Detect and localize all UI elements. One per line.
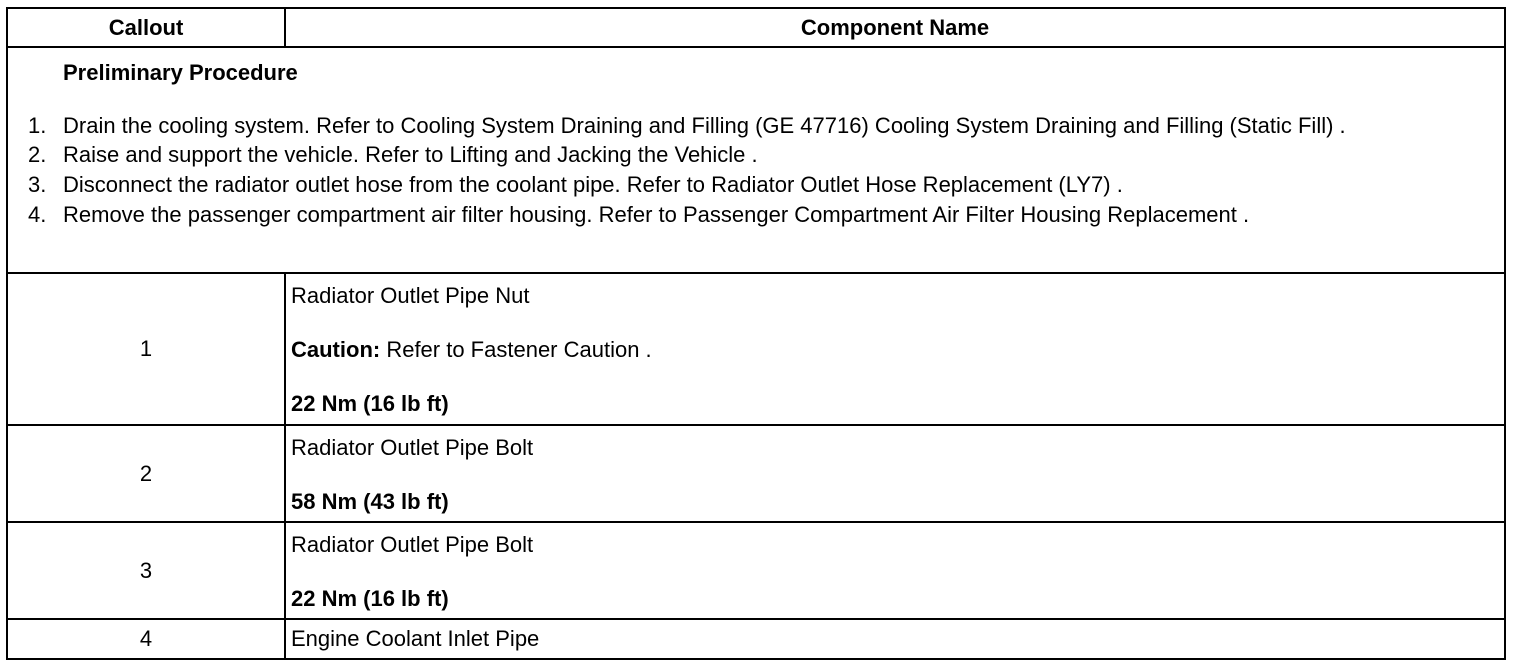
component-cell	[285, 619, 1505, 659]
component-cell	[285, 425, 1505, 522]
component-name: Radiator Outlet Pipe Bolt	[291, 532, 534, 557]
callout-number: 2	[7, 425, 285, 522]
component-name: Engine Coolant Inlet Pipe	[291, 626, 540, 651]
table-row	[7, 273, 1505, 425]
step-text: Disconnect the radiator outlet hose from the coolant pipe. Refer to Radiator Outlet Hose Replacement (LY7) .	[63, 172, 1123, 197]
component-name-header: Component Name	[285, 8, 1505, 47]
step-number: 1.	[28, 113, 47, 138]
component-cell	[285, 273, 1505, 425]
caution-text: Refer to Fastener Caution .	[380, 337, 652, 362]
step-number: 3.	[28, 172, 47, 197]
table-row	[7, 619, 1505, 659]
step-number: 2.	[28, 142, 47, 167]
caution-note	[291, 337, 1504, 363]
step-text: Raise and support the vehicle. Refer to Lifting and Jacking the Vehicle .	[63, 142, 758, 167]
torque-spec: 22 Nm (16 lb ft)	[291, 586, 449, 611]
torque-spec: 22 Nm (16 lb ft)	[291, 391, 449, 416]
table-row	[7, 522, 1505, 619]
preliminary-row	[7, 47, 1505, 273]
list-item	[8, 112, 1504, 140]
preliminary-steps-list	[8, 112, 1504, 230]
callout-number: 1	[7, 273, 285, 425]
callout-header: Callout	[7, 8, 285, 47]
table-row	[7, 425, 1505, 522]
procedure-table	[6, 7, 1506, 660]
component-name: Radiator Outlet Pipe Bolt	[291, 435, 534, 460]
step-number: 4.	[28, 202, 47, 227]
component-cell	[285, 522, 1505, 619]
torque-spec: 58 Nm (43 lb ft)	[291, 489, 449, 514]
preliminary-procedure-title: Preliminary Procedure	[63, 60, 298, 85]
step-text: Drain the cooling system. Refer to Cooling System Draining and Filling (GE 47716) Cooling System Draining and Filling (Static Fill) .	[63, 113, 1346, 138]
list-item	[8, 170, 1504, 200]
header-row	[7, 8, 1505, 47]
step-text: Remove the passenger compartment air filter housing. Refer to Passenger Compartment Air Filter Housing Replacement .	[63, 202, 1250, 227]
caution-label: Caution:	[291, 337, 381, 362]
preliminary-procedure-cell	[7, 47, 1505, 273]
component-name: Radiator Outlet Pipe Nut	[291, 283, 530, 308]
callout-number: 4	[7, 619, 285, 659]
list-item	[8, 200, 1504, 230]
callout-number: 3	[7, 522, 285, 619]
list-item	[8, 140, 1504, 170]
